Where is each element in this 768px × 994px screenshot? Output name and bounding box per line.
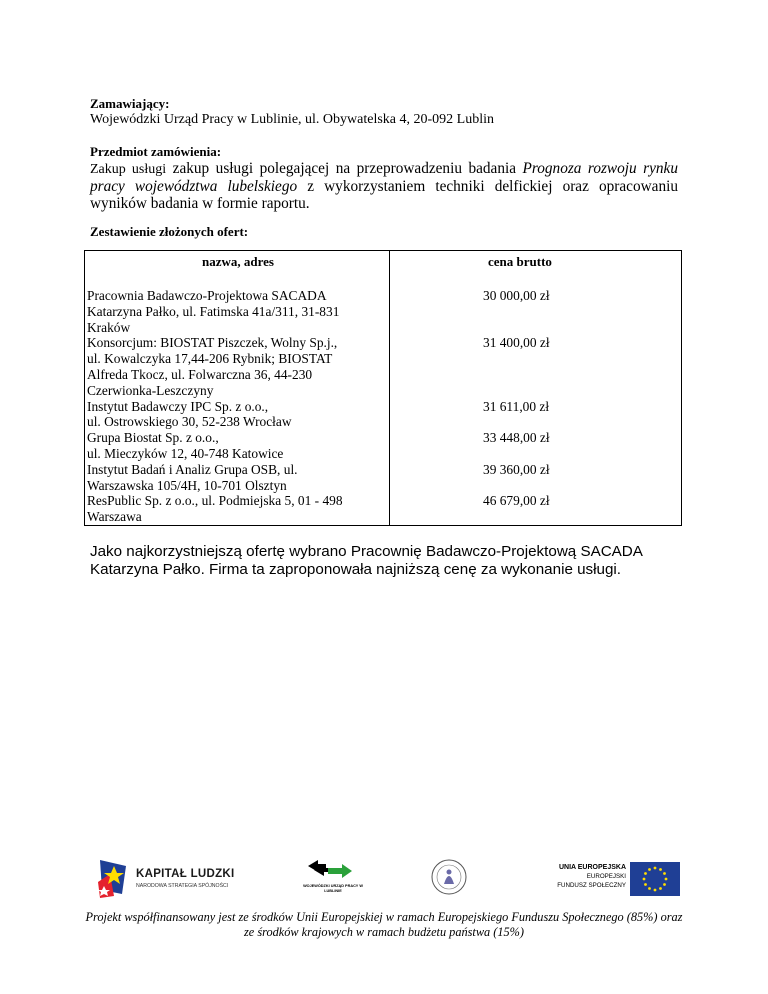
orderer-section <box>90 96 678 128</box>
table-row <box>85 462 682 494</box>
subject-italic: Prognoza rozwoju rynku pracy województwa lubelskiego <box>90 160 678 195</box>
offer-price: 39 360,00 zł <box>390 462 682 494</box>
offer-price: 46 679,00 zł <box>390 493 682 525</box>
kl-title: KAPITAŁ LUDZKI <box>136 868 235 880</box>
offer-name: Konsorcjum: BIOSTAT Piszczek, Wolny Sp.j., ul. Kowalczyka 17,44-206 Rybnik; BIOSTAT Alfreda Tkocz, ul. Folwarczna 36, 44-230 Czerwionka-Leszczyny <box>87 335 338 398</box>
orderer-value: Wojewódzki Urząd Pracy w Lublinie, ul. Obywatelska 4, 20-092 Lublin <box>90 112 495 127</box>
offer-name: ResPublic Sp. z o.o., ul. Podmiejska 5, 01 - 498 Warszawa <box>87 493 343 525</box>
seal-icon <box>430 858 468 896</box>
offers-header-row <box>85 251 682 289</box>
table-row <box>85 493 682 525</box>
seal-logo <box>430 858 472 900</box>
offers-header-price: cena brutto <box>390 251 682 289</box>
footer-text: Projekt współfinansowany jest ze środków Unii Europejskiej w ramach Europejskiego Funduszu Społecznego (85%) oraz ze środków krajowych w ramach budżetu państwa (15%) <box>85 910 683 939</box>
offer-name: Instytut Badań i Analiz Grupa OSB, ul. Warszawska 105/4H, 10-701 Olsztyn <box>87 461 298 493</box>
table-row <box>85 399 682 431</box>
offer-price: 33 448,00 zł <box>390 430 682 462</box>
table-row <box>85 288 682 335</box>
offer-name: Pracownia Badawczo-Projektowa SACADA Katarzyna Pałko, ul. Fatimska 41a/311, 31-831 Kraków <box>87 288 340 335</box>
subject-text-after: z wykorzystaniem techniki delfickiej oraz opracowaniu wyników badania w formie raportu. <box>90 178 678 212</box>
table-row <box>85 335 682 398</box>
conclusion-text: Jako najkorzystniejszą ofertę wybrano Pracownię Badawczo-Projektową SACADA Katarzyna Pałko. Firma ta zaproponowała najniższą cenę za wykonanie usługi. <box>90 543 643 578</box>
eu-line3: FUNDUSZ SPOŁECZNY <box>557 882 626 889</box>
offer-price: 31 400,00 zł <box>390 335 682 398</box>
eu-line2: EUROPEJSKI <box>586 873 626 880</box>
orderer-label: Zamawiający: <box>90 96 170 111</box>
subject-label: Przedmiot zamówienia: <box>90 144 222 159</box>
wup-arrows-icon <box>308 860 352 882</box>
eu-flag-icon <box>630 862 680 896</box>
eu-line1: UNIA EUROPEJSKA <box>558 864 626 871</box>
subject-text-before: zakup usługi polegającej na przeprowadzeniu badania <box>166 160 523 177</box>
logo-bar <box>90 858 680 898</box>
table-row <box>85 430 682 462</box>
eu-text <box>557 863 626 890</box>
subject-lead: Zakup usługi <box>90 162 167 177</box>
subject-section <box>90 144 678 212</box>
offer-name: Grupa Biostat Sp. z o.o., ul. Mieczyków 12, 40-748 Katowice <box>87 430 284 461</box>
wup-text: WOJEWÓDZKI URZĄD PRACY W LUBLINIE <box>303 884 363 893</box>
kapital-ludzki-star-icon <box>96 860 130 898</box>
subject-text <box>90 160 678 212</box>
kl-subtitle: NARODOWA STRATEGIA SPÓJNOŚCI <box>136 883 229 889</box>
offer-price: 30 000,00 zł <box>390 288 682 335</box>
offer-name: Instytut Badawczy IPC Sp. z o.o., ul. Ostrowskiego 30, 52-238 Wrocław <box>87 398 292 430</box>
offers-header-name: nazwa, adres <box>202 254 274 269</box>
eu-logo <box>538 858 680 900</box>
offer-price: 31 611,00 zł <box>390 399 682 431</box>
offers-table <box>84 250 682 526</box>
kapital-ludzki-logo <box>96 858 246 900</box>
wup-logo <box>302 858 364 900</box>
offers-label: Zestawienie złożonych ofert: <box>90 224 249 239</box>
